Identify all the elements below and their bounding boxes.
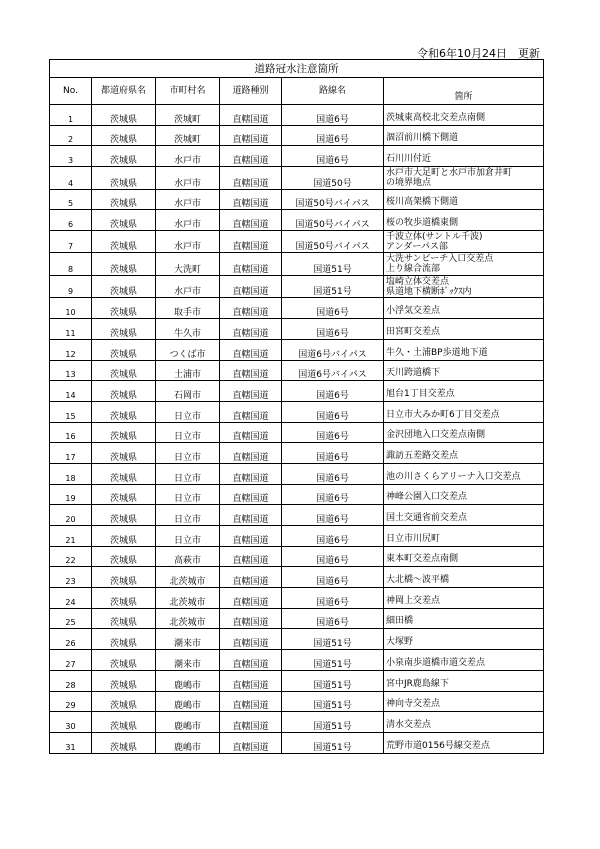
flood-warning-table	[49, 59, 544, 754]
row-no: 2	[50, 125, 92, 146]
row-city: 水戸市	[156, 230, 220, 253]
row-location-line1: 荒野市道0156号線交差点	[386, 740, 490, 751]
row-location	[384, 567, 544, 588]
row-location-line1: 神向寺交差点	[386, 699, 441, 710]
table-row	[50, 253, 544, 276]
row-city: 高萩市	[156, 546, 220, 567]
table-row	[50, 319, 544, 340]
row-no: 24	[50, 588, 92, 609]
row-route: 国道6号	[282, 526, 384, 547]
row-prefecture: 茨城県	[92, 319, 156, 340]
row-location-line1: 大北橋～波平橋	[386, 575, 450, 586]
table-row	[50, 210, 544, 231]
row-location-line1: 清水交差点	[386, 719, 432, 730]
table-row	[50, 732, 544, 753]
row-prefecture: 茨城県	[92, 670, 156, 691]
row-location	[384, 253, 544, 276]
row-city: 茨城町	[156, 105, 220, 126]
col-header-no: No.	[50, 78, 92, 105]
table-row	[50, 526, 544, 547]
table-row	[50, 381, 544, 402]
row-no: 12	[50, 339, 92, 360]
row-city: 潮来市	[156, 650, 220, 671]
row-prefecture: 茨城県	[92, 401, 156, 422]
row-road-type: 直轄国道	[220, 339, 282, 360]
row-location	[384, 546, 544, 567]
row-road-type: 直轄国道	[220, 443, 282, 464]
row-location-line2: の境界地点	[386, 177, 432, 188]
row-prefecture: 茨城県	[92, 484, 156, 505]
row-location	[384, 298, 544, 319]
row-location	[384, 588, 544, 609]
row-prefecture: 茨城県	[92, 463, 156, 484]
row-route: 国道6号	[282, 588, 384, 609]
row-no: 16	[50, 422, 92, 443]
row-location-line1: 小浮気交差点	[386, 306, 441, 317]
row-location-line1: 石川川付近	[386, 154, 432, 165]
row-location	[384, 526, 544, 547]
row-location-line1: 水戸市大足町と水戸市加倉井町	[386, 167, 513, 178]
row-location	[384, 443, 544, 464]
col-header-location: 箇所	[384, 78, 544, 105]
row-route: 国道51号	[282, 712, 384, 733]
row-location	[384, 339, 544, 360]
row-prefecture: 茨城県	[92, 422, 156, 443]
row-location	[384, 732, 544, 753]
row-no: 18	[50, 463, 92, 484]
table-row	[50, 189, 544, 210]
row-road-type: 直轄国道	[220, 189, 282, 210]
row-road-type: 直轄国道	[220, 712, 282, 733]
row-city: 鹿嶋市	[156, 691, 220, 712]
row-city: 土浦市	[156, 360, 220, 381]
table-row	[50, 670, 544, 691]
row-location-line1: 日立市川尻町	[386, 533, 441, 544]
row-no: 22	[50, 546, 92, 567]
row-road-type: 直轄国道	[220, 422, 282, 443]
row-location-line1: 千波立体(サントル千波)	[386, 231, 483, 242]
row-location	[384, 319, 544, 340]
row-city: 北茨城市	[156, 567, 220, 588]
row-location	[384, 691, 544, 712]
row-city: 日立市	[156, 443, 220, 464]
col-header-road-type: 道路種別	[220, 78, 282, 105]
row-city: つくば市	[156, 339, 220, 360]
table-row	[50, 422, 544, 443]
row-prefecture: 茨城県	[92, 691, 156, 712]
row-location	[384, 505, 544, 526]
row-no: 1	[50, 105, 92, 126]
row-city: 取手市	[156, 298, 220, 319]
row-road-type: 直轄国道	[220, 125, 282, 146]
row-location-line1: 神峰公園入口交差点	[386, 492, 468, 503]
row-road-type: 直轄国道	[220, 210, 282, 231]
row-location	[384, 105, 544, 126]
row-no: 30	[50, 712, 92, 733]
table-row	[50, 339, 544, 360]
table-row	[50, 567, 544, 588]
table-row	[50, 275, 544, 298]
row-city: 日立市	[156, 505, 220, 526]
row-route: 国道51号	[282, 691, 384, 712]
row-route: 国道51号	[282, 253, 384, 276]
row-location-line1: 塩崎立体交差点	[386, 276, 450, 287]
table-row	[50, 443, 544, 464]
row-location	[384, 712, 544, 733]
row-route: 国道6号	[282, 422, 384, 443]
row-prefecture: 茨城県	[92, 567, 156, 588]
row-prefecture: 茨城県	[92, 629, 156, 650]
table-body	[50, 105, 544, 754]
row-city: 日立市	[156, 422, 220, 443]
row-location	[384, 422, 544, 443]
row-no: 28	[50, 670, 92, 691]
row-prefecture: 茨城県	[92, 105, 156, 126]
row-city: 水戸市	[156, 189, 220, 210]
row-route: 国道6号	[282, 463, 384, 484]
row-location-line1: 旭台1丁目交差点	[386, 388, 455, 399]
row-location	[384, 360, 544, 381]
row-prefecture: 茨城県	[92, 381, 156, 402]
row-road-type: 直轄国道	[220, 381, 282, 402]
row-city: 日立市	[156, 526, 220, 547]
row-location-line1: 茨城東高校北交差点南側	[386, 112, 486, 123]
table-row	[50, 146, 544, 167]
row-route: 国道51号	[282, 650, 384, 671]
row-location	[384, 381, 544, 402]
table-row	[50, 360, 544, 381]
row-no: 4	[50, 167, 92, 190]
row-road-type: 直轄国道	[220, 298, 282, 319]
row-location	[384, 629, 544, 650]
row-location	[384, 210, 544, 231]
row-route: 国道51号	[282, 732, 384, 753]
row-road-type: 直轄国道	[220, 167, 282, 190]
row-road-type: 直轄国道	[220, 463, 282, 484]
row-route: 国道50号	[282, 167, 384, 190]
row-no: 31	[50, 732, 92, 753]
row-prefecture: 茨城県	[92, 588, 156, 609]
row-location-line1: 田宮町交差点	[386, 326, 441, 337]
row-city: 日立市	[156, 401, 220, 422]
row-location	[384, 125, 544, 146]
row-location-line1: 桜の牧歩道橋東側	[386, 217, 459, 228]
row-road-type: 直轄国道	[220, 275, 282, 298]
row-prefecture: 茨城県	[92, 298, 156, 319]
row-prefecture: 茨城県	[92, 339, 156, 360]
row-no: 14	[50, 381, 92, 402]
row-road-type: 直轄国道	[220, 253, 282, 276]
row-road-type: 直轄国道	[220, 650, 282, 671]
table-row	[50, 463, 544, 484]
row-location-line1: 牛久・土浦BP歩道地下道	[386, 347, 488, 358]
row-no: 9	[50, 275, 92, 298]
row-city: 水戸市	[156, 146, 220, 167]
row-no: 26	[50, 629, 92, 650]
row-route: 国道51号	[282, 670, 384, 691]
row-location	[384, 484, 544, 505]
row-no: 5	[50, 189, 92, 210]
row-prefecture: 茨城県	[92, 125, 156, 146]
row-location	[384, 463, 544, 484]
row-road-type: 直轄国道	[220, 670, 282, 691]
row-city: 水戸市	[156, 210, 220, 231]
row-road-type: 直轄国道	[220, 146, 282, 167]
table-row	[50, 608, 544, 629]
row-route: 国道50号バイパス	[282, 189, 384, 210]
row-prefecture: 茨城県	[92, 146, 156, 167]
row-no: 3	[50, 146, 92, 167]
row-road-type: 直轄国道	[220, 732, 282, 753]
row-route: 国道6号	[282, 105, 384, 126]
row-prefecture: 茨城県	[92, 167, 156, 190]
row-road-type: 直轄国道	[220, 691, 282, 712]
row-city: 牛久市	[156, 319, 220, 340]
row-prefecture: 茨城県	[92, 650, 156, 671]
row-route: 国道6号	[282, 443, 384, 464]
row-city: 北茨城市	[156, 608, 220, 629]
row-route: 国道51号	[282, 629, 384, 650]
row-prefecture: 茨城県	[92, 712, 156, 733]
row-no: 19	[50, 484, 92, 505]
row-city: 茨城町	[156, 125, 220, 146]
row-city: 石岡市	[156, 381, 220, 402]
col-header-city: 市町村名	[156, 78, 220, 105]
row-route: 国道6号	[282, 298, 384, 319]
row-route: 国道6号バイパス	[282, 360, 384, 381]
row-location	[384, 401, 544, 422]
table-row	[50, 230, 544, 253]
row-prefecture: 茨城県	[92, 360, 156, 381]
table-row	[50, 125, 544, 146]
row-location-line2: 上り線合流部	[386, 264, 441, 275]
row-prefecture: 茨城県	[92, 526, 156, 547]
row-no: 17	[50, 443, 92, 464]
row-prefecture: 茨城県	[92, 210, 156, 231]
row-route: 国道6号	[282, 608, 384, 629]
table-row	[50, 167, 544, 190]
row-location-line1: 諏訪五差路交差点	[386, 450, 459, 461]
row-no: 21	[50, 526, 92, 547]
row-city: 水戸市	[156, 275, 220, 298]
row-location	[384, 167, 544, 190]
row-route: 国道6号	[282, 401, 384, 422]
update-date: 令和6年10月24日 更新	[417, 47, 540, 60]
row-road-type: 直轄国道	[220, 401, 282, 422]
row-location-line1: 金沢団地入口交差点南側	[386, 430, 486, 441]
row-location	[384, 230, 544, 253]
row-road-type: 直轄国道	[220, 484, 282, 505]
row-road-type: 直轄国道	[220, 629, 282, 650]
row-prefecture: 茨城県	[92, 443, 156, 464]
row-location-line1: 大洗サンビーチ入口交差点	[386, 254, 494, 265]
row-city: 潮来市	[156, 629, 220, 650]
row-no: 27	[50, 650, 92, 671]
row-location-line1: 天川跨道橋下	[386, 368, 441, 379]
row-prefecture: 茨城県	[92, 275, 156, 298]
table-row	[50, 629, 544, 650]
row-location	[384, 189, 544, 210]
row-route: 国道6号バイパス	[282, 339, 384, 360]
table-row	[50, 298, 544, 319]
row-route: 国道51号	[282, 275, 384, 298]
row-road-type: 直轄国道	[220, 567, 282, 588]
row-location	[384, 146, 544, 167]
table-row	[50, 712, 544, 733]
row-prefecture: 茨城県	[92, 253, 156, 276]
row-location-line1: 宮中JR鹿島線下	[386, 678, 449, 689]
row-prefecture: 茨城県	[92, 546, 156, 567]
row-prefecture: 茨城県	[92, 505, 156, 526]
row-route: 国道6号	[282, 381, 384, 402]
row-no: 15	[50, 401, 92, 422]
row-no: 11	[50, 319, 92, 340]
table-row	[50, 505, 544, 526]
table-row	[50, 401, 544, 422]
row-no: 20	[50, 505, 92, 526]
table-row	[50, 588, 544, 609]
row-no: 8	[50, 253, 92, 276]
row-location-line1: 桜川高架橋下側道	[386, 197, 459, 208]
row-location-line1: 細田橋	[386, 616, 414, 627]
row-route: 国道6号	[282, 546, 384, 567]
row-location-line1: 国土交通省前交差点	[386, 513, 468, 523]
row-road-type: 直轄国道	[220, 360, 282, 381]
row-road-type: 直轄国道	[220, 588, 282, 609]
row-road-type: 直轄国道	[220, 608, 282, 629]
table-title-row	[50, 60, 544, 78]
row-city: 水戸市	[156, 167, 220, 190]
col-header-prefecture: 都道府県名	[92, 78, 156, 105]
row-route: 国道6号	[282, 146, 384, 167]
row-prefecture: 茨城県	[92, 732, 156, 753]
row-route: 国道50号バイパス	[282, 230, 384, 253]
row-city: 鹿嶋市	[156, 712, 220, 733]
row-no: 10	[50, 298, 92, 319]
row-city: 大洗町	[156, 253, 220, 276]
row-location	[384, 275, 544, 298]
row-city: 日立市	[156, 484, 220, 505]
row-road-type: 直轄国道	[220, 230, 282, 253]
row-route: 国道50号バイパス	[282, 210, 384, 231]
row-location	[384, 670, 544, 691]
row-route: 国道6号	[282, 319, 384, 340]
row-road-type: 直轄国道	[220, 505, 282, 526]
row-location-line1: 涸沼前川橋下側道	[386, 133, 459, 144]
row-no: 23	[50, 567, 92, 588]
row-location-line1: 神岡上交差点	[386, 595, 441, 606]
row-location	[384, 608, 544, 629]
row-road-type: 直轄国道	[220, 526, 282, 547]
row-road-type: 直轄国道	[220, 546, 282, 567]
row-no: 29	[50, 691, 92, 712]
row-road-type: 直轄国道	[220, 319, 282, 340]
row-route: 国道6号	[282, 505, 384, 526]
row-route: 国道6号	[282, 125, 384, 146]
row-road-type: 直轄国道	[220, 105, 282, 126]
table-title: 道路冠水注意箇所	[50, 60, 544, 78]
row-no: 6	[50, 210, 92, 231]
table-row	[50, 484, 544, 505]
row-no: 25	[50, 608, 92, 629]
row-city: 鹿嶋市	[156, 670, 220, 691]
row-location-line2: 県道地下横断ﾎﾞｯｸｽ内	[386, 286, 472, 297]
row-location	[384, 650, 544, 671]
row-location-line1: 小泉南歩道橋市道交差点	[386, 657, 486, 668]
row-location-line2: アンダーパス部	[386, 241, 448, 252]
table-row	[50, 650, 544, 671]
row-location-line1: 日立市大みか町6丁目交差点	[386, 409, 500, 420]
row-location-line1: 東本町交差点南側	[386, 554, 459, 565]
table-row	[50, 691, 544, 712]
row-no: 7	[50, 230, 92, 253]
row-prefecture: 茨城県	[92, 230, 156, 253]
row-location-line1: 池の川さくらアリーナ入口交差点	[386, 471, 521, 482]
row-prefecture: 茨城県	[92, 189, 156, 210]
row-prefecture: 茨城県	[92, 608, 156, 629]
table-row	[50, 546, 544, 567]
column-header-row	[50, 78, 544, 105]
row-route: 国道6号	[282, 484, 384, 505]
table-row	[50, 105, 544, 126]
col-header-route: 路線名	[282, 78, 384, 105]
row-city: 日立市	[156, 463, 220, 484]
row-city: 北茨城市	[156, 588, 220, 609]
row-location-line1: 大塚野	[386, 637, 414, 648]
row-route: 国道6号	[282, 567, 384, 588]
row-city: 鹿嶋市	[156, 732, 220, 753]
row-no: 13	[50, 360, 92, 381]
